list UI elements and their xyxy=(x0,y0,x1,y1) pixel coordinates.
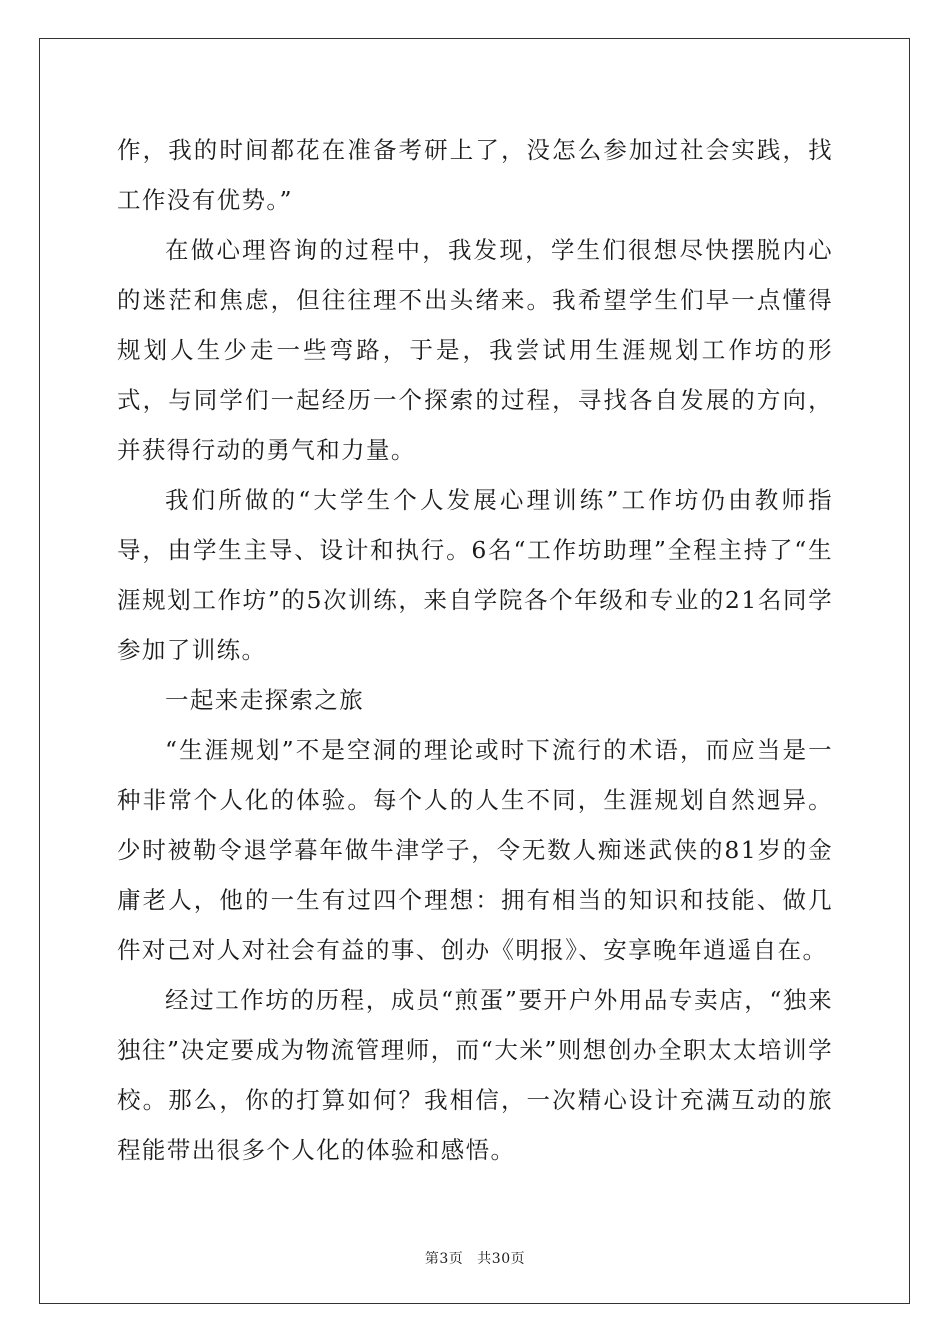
page-number: 第3页 xyxy=(424,1251,464,1267)
page-total: 共30页 xyxy=(477,1251,526,1267)
paragraph-counseling: 在做心理咨询的过程中，我发现，学生们很想尽快摆脱内心的迷茫和焦虑，但往往理不出头绪来。我希望学生们早一点懂得规划人生少走一些弯路，于是，我尝试用生涯规划工作坊的形式，与同学们一起经历一个探索的过程，寻找各自发展的方向，并获得行动的勇气和力量。 xyxy=(117,236,833,464)
section-heading: 一起来走探索之旅 xyxy=(165,686,365,714)
paragraph-continuation: 作，我的时间都花在准备考研上了，没怎么参加过社会实践，找工作没有优势。” xyxy=(117,136,833,214)
paragraph-outcomes: 经过工作坊的历程，成员“煎蛋”要开户外用品专卖店，“独来独往”决定要成为物流管理师，而“大米”则想创办全职太太培训学校。那么，你的打算如何？我相信，一次精心设计充满互动的旅程能带出很多个人化的体验和感悟。 xyxy=(117,986,833,1164)
document-body xyxy=(117,125,833,1175)
paragraph-workshop: 我们所做的“大学生个人发展心理训练”工作坊仍由教师指导，由学生主导、设计和执行。6名“工作坊助理”全程主持了“生涯规划工作坊”的5次训练，来自学院各个年级和专业的21名同学参加了训练。 xyxy=(117,486,833,664)
paragraph-career-planning: “生涯规划”不是空洞的理论或时下流行的术语，而应当是一种非常个人化的体验。每个人的人生不同，生涯规划自然迥异。少时被勒令退学暮年做牛津学子，令无数人痴迷武侠的81岁的金庸老人，他的一生有过四个理想：拥有相当的知识和技能、做几件对己对人对社会有益的事、创办《明报》、安享晚年逍遥自在。 xyxy=(117,736,833,964)
page-footer xyxy=(0,1248,950,1268)
